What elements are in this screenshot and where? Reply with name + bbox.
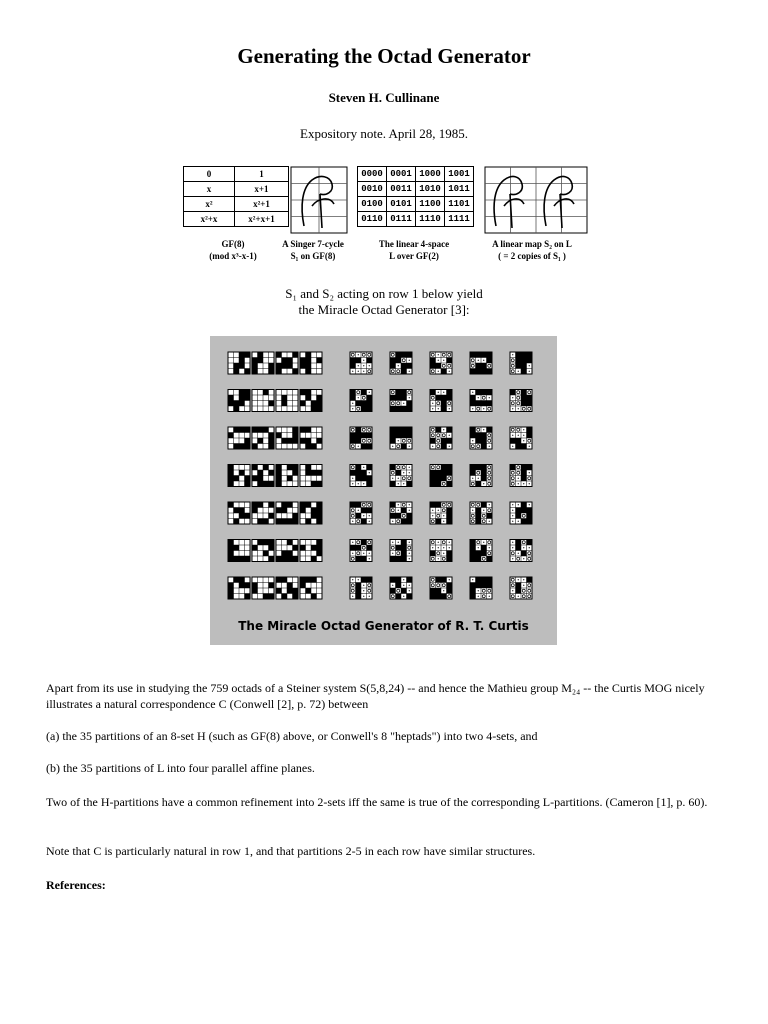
- table-row: [184, 212, 289, 227]
- mog-block: [390, 352, 412, 374]
- table-row: [184, 167, 289, 182]
- mog-block: [390, 502, 412, 524]
- mog-grid: [210, 336, 557, 645]
- mog-block: [252, 540, 274, 562]
- table-cell: 0111: [387, 212, 416, 227]
- mog-block: [430, 502, 452, 524]
- mog-block: [252, 465, 274, 487]
- mog-block: [276, 540, 298, 562]
- table-cell: x²+x: [184, 212, 235, 227]
- mog-block: [510, 465, 532, 487]
- table-row: [358, 197, 474, 212]
- mog-block: [510, 352, 532, 374]
- paragraph-item-a: (a) the 35 partitions of an 8-set H (such as GF(8) above, or Conwell's 8 "heptads") into two 4-sets, and: [46, 729, 538, 743]
- mog-block: [252, 502, 274, 524]
- mog-block: [252, 390, 274, 412]
- paragraph-note: Note that C is particularly natural in row 1, and that partitions 2-5 in each row have similar structures.: [46, 844, 536, 858]
- mog-block: [470, 427, 492, 449]
- table-cell: 1100: [416, 197, 445, 212]
- table-cell: x²+x+1: [235, 212, 289, 227]
- mog-block: [350, 465, 372, 487]
- mog-block: [228, 577, 250, 599]
- mog-block: [276, 502, 298, 524]
- author-name: Steven H. Cullinane: [328, 90, 440, 105]
- mog-block: [350, 502, 372, 524]
- mog-block: [430, 390, 452, 412]
- mog-block: [470, 502, 492, 524]
- linear-space-table: [357, 166, 474, 227]
- table-cell: 1001: [445, 167, 474, 182]
- mog-block: [228, 465, 250, 487]
- mog-block: [430, 427, 452, 449]
- mog-block: [300, 390, 322, 412]
- page-title: Generating the Octad Generator: [237, 44, 531, 68]
- mog-block: [390, 577, 412, 599]
- mog-block: [228, 352, 250, 374]
- mog-block: [276, 577, 298, 599]
- mog-block: [252, 427, 274, 449]
- table-cell: 0001: [387, 167, 416, 182]
- gf8-caption: GF(8) (mod x³-x-1): [209, 239, 257, 261]
- paragraph-item-b: (b) the 35 partitions of L into four parallel affine planes.: [46, 761, 315, 775]
- mog-block: [510, 390, 532, 412]
- table-cell: 1000: [416, 167, 445, 182]
- gf8-table: [183, 166, 289, 227]
- mog-block: [430, 577, 452, 599]
- mog-block: [276, 390, 298, 412]
- linear-map-diagram: [484, 166, 588, 234]
- mog-block: [350, 577, 372, 599]
- mog-block: [390, 390, 412, 412]
- table-cell: 1010: [416, 182, 445, 197]
- mog-block: [470, 577, 492, 599]
- table-cell: 0100: [358, 197, 387, 212]
- linear-space-caption: The linear 4-space L over GF(2): [378, 239, 450, 261]
- table-cell: x: [184, 182, 235, 197]
- table-cell: 0010: [358, 182, 387, 197]
- table-cell: 1111: [445, 212, 474, 227]
- mog-block: [510, 427, 532, 449]
- mog-caption: The Miracle Octad Generator of R. T. Curtis: [238, 619, 529, 633]
- date-note: Expository note. April 28, 1985.: [300, 126, 468, 141]
- mog-block: [276, 427, 298, 449]
- table-cell: x+1: [235, 182, 289, 197]
- table-row: [358, 167, 474, 182]
- mog-block: [252, 352, 274, 374]
- table-cell: x²+1: [235, 197, 289, 212]
- table-cell: 0110: [358, 212, 387, 227]
- table-row: [358, 182, 474, 197]
- table-cell: 0101: [387, 197, 416, 212]
- mog-block: [430, 465, 452, 487]
- mog-block: [252, 577, 274, 599]
- table-cell: x²: [184, 197, 235, 212]
- mog-block: [228, 427, 250, 449]
- table-cell: 1101: [445, 197, 474, 212]
- intro-text: S₁ and S₂ acting on row 1 below yield the Miracle Octad Generator [3]:: [285, 286, 483, 317]
- mog-block: [350, 352, 372, 374]
- mog-block: [276, 465, 298, 487]
- table-cell: 1011: [445, 182, 474, 197]
- singer-caption: A Singer 7-cycle S₁ on GF(8): [282, 239, 344, 261]
- mog-block: [350, 390, 372, 412]
- mog-figure: [210, 336, 557, 645]
- mog-block: [350, 427, 372, 449]
- table-cell: 1: [235, 167, 289, 182]
- table-cell: 0: [184, 167, 235, 182]
- mog-block: [276, 352, 298, 374]
- table-cell: 1110: [416, 212, 445, 227]
- linear-map-caption: A linear map S₂ on L ( = 2 copies of S₁ ): [492, 239, 572, 261]
- paragraph-refinement: Two of the H-partitions have a common refinement into 2-sets iff the same is true of the corresponding L-partitions. (Cameron [1], p. 60).: [46, 795, 708, 809]
- mog-block: [470, 465, 492, 487]
- references-heading: References:: [46, 878, 106, 892]
- mog-block: [390, 540, 412, 562]
- table-row: [358, 212, 474, 227]
- mog-block: [228, 390, 250, 412]
- paragraph-intro: Apart from its use in studying the 759 octads of a Steiner system S(5,8,24) -- and hence the Mathieu group M₂₄ -- the Curtis MOG nicely illustrates a natural correspondence C (Conwell [2], p. 72) between: [46, 681, 705, 711]
- singer-cycle-diagram: [290, 166, 348, 234]
- mog-block: [390, 465, 412, 487]
- mog-block: [350, 540, 372, 562]
- mog-block: [228, 540, 250, 562]
- table-cell: 0011: [387, 182, 416, 197]
- table-row: [184, 197, 289, 212]
- table-row: [184, 182, 289, 197]
- mog-block: [300, 577, 322, 599]
- mog-block: [510, 577, 532, 599]
- mog-block: [390, 427, 412, 449]
- mog-block: [300, 352, 322, 374]
- mog-block: [470, 352, 492, 374]
- mog-block: [300, 502, 322, 524]
- mog-block: [470, 540, 492, 562]
- mog-block: [510, 540, 532, 562]
- mog-block: [510, 502, 532, 524]
- mog-block: [228, 502, 250, 524]
- mog-block: [430, 352, 452, 374]
- mog-block: [430, 540, 452, 562]
- mog-block: [470, 390, 492, 412]
- table-cell: 0000: [358, 167, 387, 182]
- mog-block: [300, 465, 322, 487]
- mog-block: [300, 540, 322, 562]
- mog-block: [300, 427, 322, 449]
